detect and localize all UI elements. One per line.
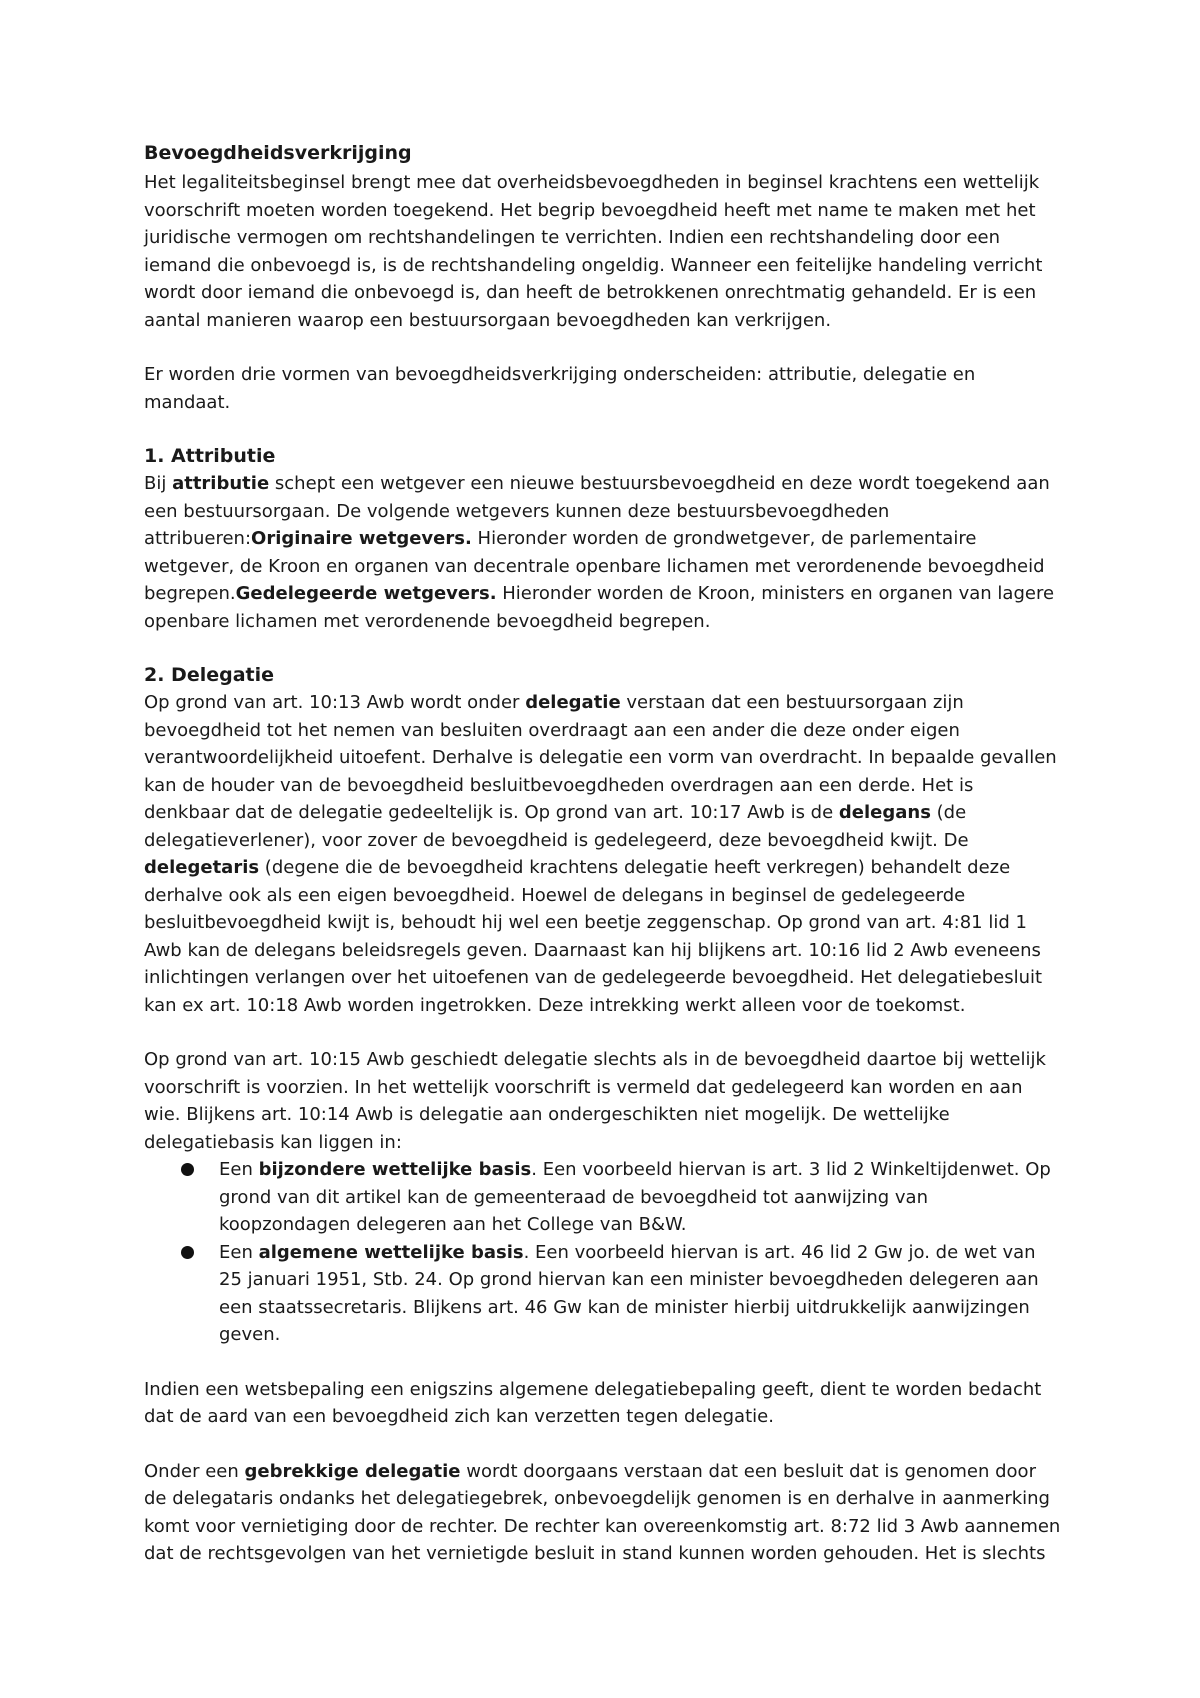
bold-term: bijzondere wettelijke basis <box>258 1159 532 1180</box>
aard-paragraph: Indien een wetsbepaling een enigszins algemene delegatiebepaling geeft, dient te worden bedacht dat de aard van een bevoegdheid zich kan verzetten tegen delegatie. <box>144 1378 1042 1427</box>
bold-term: gebrekkige delegatie <box>244 1460 461 1482</box>
text-run: wordt doorgaans verstaan dat een besluit dat is genomen door de delegataris ondanks het delegatiegebrek, onbevoegdelijk genomen is en derhalve in aanmerking komt voor vernietiging door de rechter. De rechter kan overeenkomstig art. 8:72 lid 3 Awb aannemen dat de rechtsgevolgen van het vernietigde besluit in stand kunnen worden gehouden. Het is slechts <box>144 1460 1061 1564</box>
text-run: verstaan dat een bestuursorgaan zijn bevoegdheid tot het nemen van besluiten overdraagt aan een ander die deze onder eigen verantwoordelijkheid uitoefent. Derhalve is delegatie een vorm van overdracht. In bepaalde gevallen kan de houder van de bevoegdheid besluitbevoegdheden overdragen aan een derde. Het is denkbaar dat de delegatie gedeeltelijk is. Op grond van art. 10:17 Awb is de <box>144 692 1057 823</box>
bold-term: Originaire wetgevers. <box>251 528 472 549</box>
text-run: . Een voorbeeld hiervan is art. 3 lid 2 Winkeltijdenwet. Op grond van dit artikel kan de gemeenteraad de bevoegdheid tot aanwijzing van koopzondagen delegeren aan het College van B&W. <box>219 1159 1051 1235</box>
text-run: . Een voorbeeld hiervan is art. 46 lid 2 Gw jo. de wet van 25 januari 1951, Stb. 24. Op grond hiervan kan een minister bevoegdheden delegeren aan een staatssecretaris. Blijkens art. 46 Gw kan de minister hierbij uitdrukkelijk aanwijzingen geven. <box>219 1241 1039 1345</box>
attributie-paragraph <box>144 470 1064 635</box>
text-run: Een <box>219 1241 259 1263</box>
bullet-icon <box>181 1246 194 1259</box>
text-run: (degene die de bevoegdheid krachtens delegatie heeft verkregen) behandelt deze derhalve ook als een eigen bevoegdheid. Hoewel de delegans in beginsel de gedelegeerde besluitbevoegdheid kwijt is, behoudt hij wel een beetje zeggenschap. Op grond van art. 4:81 lid 1 Awb kan de delegans beleidsregels geven. Daarnaast kan hij blijkens art. 10:16 lid 2 Awb eveneens inlichtingen verlangen over het uitoefenen van de gedelegeerde bevoegdheid. Het delegatiebesluit kan ex art. 10:18 Awb worden ingetrokken. Deze intrekking werkt alleen voor de toekomst. <box>144 857 1043 1016</box>
delegatiebasis-list <box>144 1156 1064 1349</box>
text-run: Hieronder worden de grondwetgever, de parlementaire wetgever, de Kroon en organen van decentrale openbare lichamen met verordenende bevoegdheid begrepen. <box>144 528 1045 604</box>
section-heading-attributie: 1. Attributie <box>144 445 276 467</box>
bullet-icon <box>181 1163 194 1176</box>
text-run: schept een wetgever een nieuwe bestuursbevoegdheid en deze wordt toegekend aan een bestuursorgaan. De volgende wetgevers kunnen deze bestuursbevoegdheden attribueren: <box>144 473 1050 549</box>
bold-term: delegans <box>838 802 931 823</box>
bold-term: delegatie <box>525 692 621 713</box>
intro-paragraph: Het legaliteitsbeginsel brengt mee dat overheidsbevoegdheden in beginsel krachtens een wettelijk voorschrift moeten worden toegekend. Het begrip bevoegdheid heeft met name te maken met het juridische vermogen om rechtshandelingen te verrichten. Indien een rechtshandeling door een iemand die onbevoegd is, is de rechtshandeling ongeldig. Wanneer een feitelijke handeling verricht wordt door iemand die onbevoegd is, dan heeft de betrokkenen onrechtmatig gehandeld. Er is een aantal manieren waarop een bestuursorgaan bevoegdheden kan verkrijgen. <box>144 172 1043 331</box>
text-run: (de delegatieverlener), voor zover de bevoegdheid is gedelegeerd, deze bevoegdheid kwijt. De <box>144 802 969 851</box>
text-run: Bij <box>144 473 173 494</box>
delegatie-paragraph <box>144 689 1064 1019</box>
text-run: Een <box>219 1159 259 1180</box>
text-run: Op grond van art. 10:13 Awb wordt onder <box>144 692 526 713</box>
delegatiebasis-paragraph: Op grond van art. 10:15 Awb geschiedt delegatie slechts als in de bevoegdheid daartoe bij wettelijk voorschrift is voorzien. In het wettelijk voorschrift is vermeld dat gedelegeerd kan worden en aan wie. Blijkens art. 10:14 Awb is delegatie aan ondergeschikten niet mogelijk. De wettelijke delegatiebasis kan liggen in: <box>144 1049 1046 1153</box>
document-title: Bevoegdheidsverkrijging <box>144 142 412 164</box>
bold-term: algemene wettelijke basis <box>258 1241 524 1263</box>
text-run: Onder een <box>144 1460 245 1482</box>
bold-term: attributie <box>172 473 270 494</box>
document-page <box>144 140 1064 1568</box>
list-item <box>219 1239 1064 1349</box>
section-heading-delegatie: 2. Delegatie <box>144 664 275 686</box>
text-run: Hieronder worden de Kroon, ministers en organen van lagere openbare lichamen met verordenende bevoegdheid begrepen. <box>144 583 1055 632</box>
bold-term: Gedelegeerde wetgevers. <box>235 583 497 604</box>
bold-term: delegetaris <box>144 857 260 878</box>
forms-paragraph: Er worden drie vormen van bevoegdheidsverkrijging onderscheiden: attributie, delegatie en mandaat. <box>144 364 976 413</box>
gebrekkige-delegatie-paragraph <box>144 1458 1064 1568</box>
list-item <box>219 1156 1064 1239</box>
